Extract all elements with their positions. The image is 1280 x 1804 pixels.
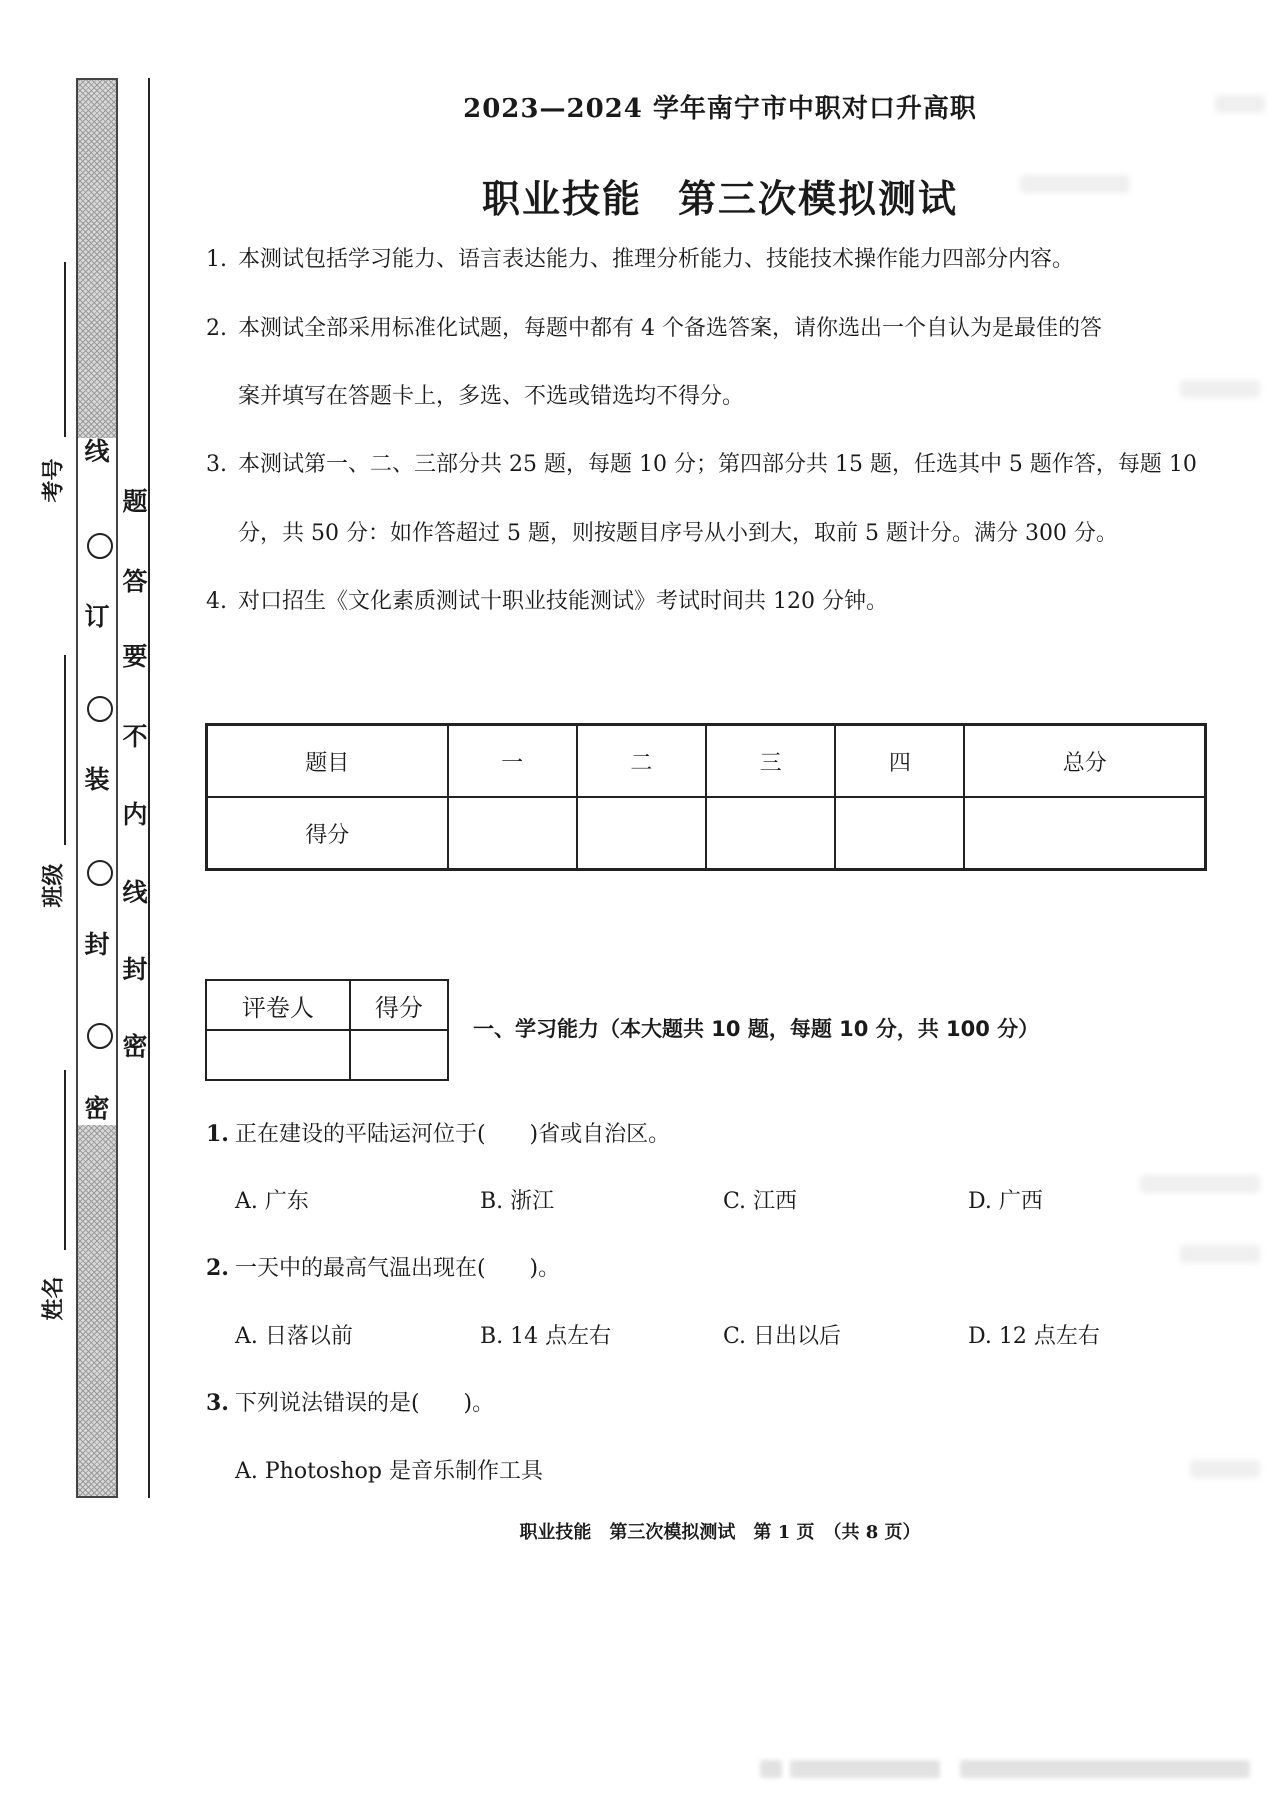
score-cell [964,797,1205,870]
question-3-option-a: A. Photoshop 是音乐制作工具 [235,1459,543,1484]
score-table-header: 一 [448,725,577,798]
watermark [760,1760,782,1778]
subject-name: 职业技能 [481,176,642,221]
seal-circle [87,1023,113,1049]
score-table [205,723,1207,871]
question-1-option-a: A. 广东 [235,1189,309,1214]
score-table-header-row [207,725,1206,798]
question-1-option-b: B. 浙江 [480,1189,555,1214]
warning-char: 线 [122,878,148,907]
watermark [790,1760,940,1778]
warning-char: 内 [122,800,148,829]
grader-score-cell [350,1030,448,1080]
score-table-header: 题目 [207,725,448,798]
instruction-3-cont: 分，共 50 分：如作答超过 5 题，则按题目序号从小到大，取前 5 题计分。满分 300 分。 [238,521,1118,546]
score-cell [835,797,964,870]
grader-cell [206,1030,350,1080]
grader-label: 评卷人 [206,980,350,1030]
grader-table [205,979,449,1081]
score-table-score-row [207,797,1206,870]
question-2-option-c: C. 日出以后 [723,1324,842,1349]
instruction-2: 2. 本测试全部采用标准化试题，每题中都有 4 个备选答案，请你选出一个自认为是最佳的答 [206,316,1102,341]
warning-char: 答 [122,567,148,596]
warning-char: 要 [122,642,148,671]
score-table-header: 二 [577,725,706,798]
exam-title-line1: 2023—2024 学年南宁市中职对口升高职 [463,94,977,124]
question-1-option-c: C. 江西 [723,1189,798,1214]
exam-name: 第三次模拟测试 [678,176,959,221]
warning-char: 密 [122,1032,148,1061]
seal-circle [87,860,113,886]
instruction-4: 4. 对口招生《文化素质测试十职业技能测试》考试时间共 120 分钟。 [206,589,888,614]
binding-rule [148,78,150,1498]
question-3: 3. 下列说法错误的是( )。 [206,1390,495,1416]
score-cell [706,797,835,870]
exam-no-label: 考号 [41,458,67,503]
instruction-1: 1. 本测试包括学习能力、语言表达能力、推理分析能力、技能技术操作能力四部分内容。 [206,247,1075,272]
exam-title-line2 [160,168,1280,223]
seal-circle [87,533,113,559]
score-cell [577,797,706,870]
score-table-header: 四 [835,725,964,798]
score-cell [448,797,577,870]
watermark [960,1760,1250,1778]
question-1: 1. 正在建设的平陆运河位于( )省或自治区。 [206,1121,671,1147]
seal-char-ding: 订 [84,602,110,631]
question-2-option-b: B. 14 点左右 [480,1324,612,1349]
name-line [64,1070,66,1250]
seal-char-zhuang: 装 [84,765,110,794]
score-table-header: 总分 [964,725,1205,798]
class-line [64,655,66,845]
grader-score-label: 得分 [350,980,448,1030]
question-2-option-d: D. 12 点左右 [968,1324,1100,1349]
section-title: 一、学习能力（本大题共 10 题，每题 10 分，共 100 分） [473,1017,1040,1041]
class-label: 班级 [41,863,67,908]
seal-char-mi: 密 [84,1094,110,1123]
question-2-option-a: A. 日落以前 [235,1324,353,1349]
seal-char-feng: 封 [84,930,110,959]
seal-char-xian: 线 [84,437,110,466]
warning-char: 不 [122,722,148,751]
warning-char: 题 [122,487,148,516]
question-2: 2. 一天中的最高气温出现在( )。 [206,1255,561,1281]
warning-char: 封 [122,955,148,984]
name-label: 姓名 [41,1276,67,1321]
score-row-label: 得分 [207,797,448,870]
seal-circle [87,696,113,722]
exam-no-line [64,262,66,437]
page-footer: 职业技能 第三次模拟测试 第 1 页 （共 8 页） [519,1522,921,1543]
question-1-option-d: D. 广西 [968,1189,1043,1214]
score-table-header: 三 [706,725,835,798]
instruction-3: 3. 本测试第一、二、三部分共 25 题，每题 10 分；第四部分共 15 题，任选其中 5 题作答，每题 10 [206,452,1197,477]
instruction-2-cont: 案并填写在答题卡上，多选、不选或错选均不得分。 [238,384,745,409]
